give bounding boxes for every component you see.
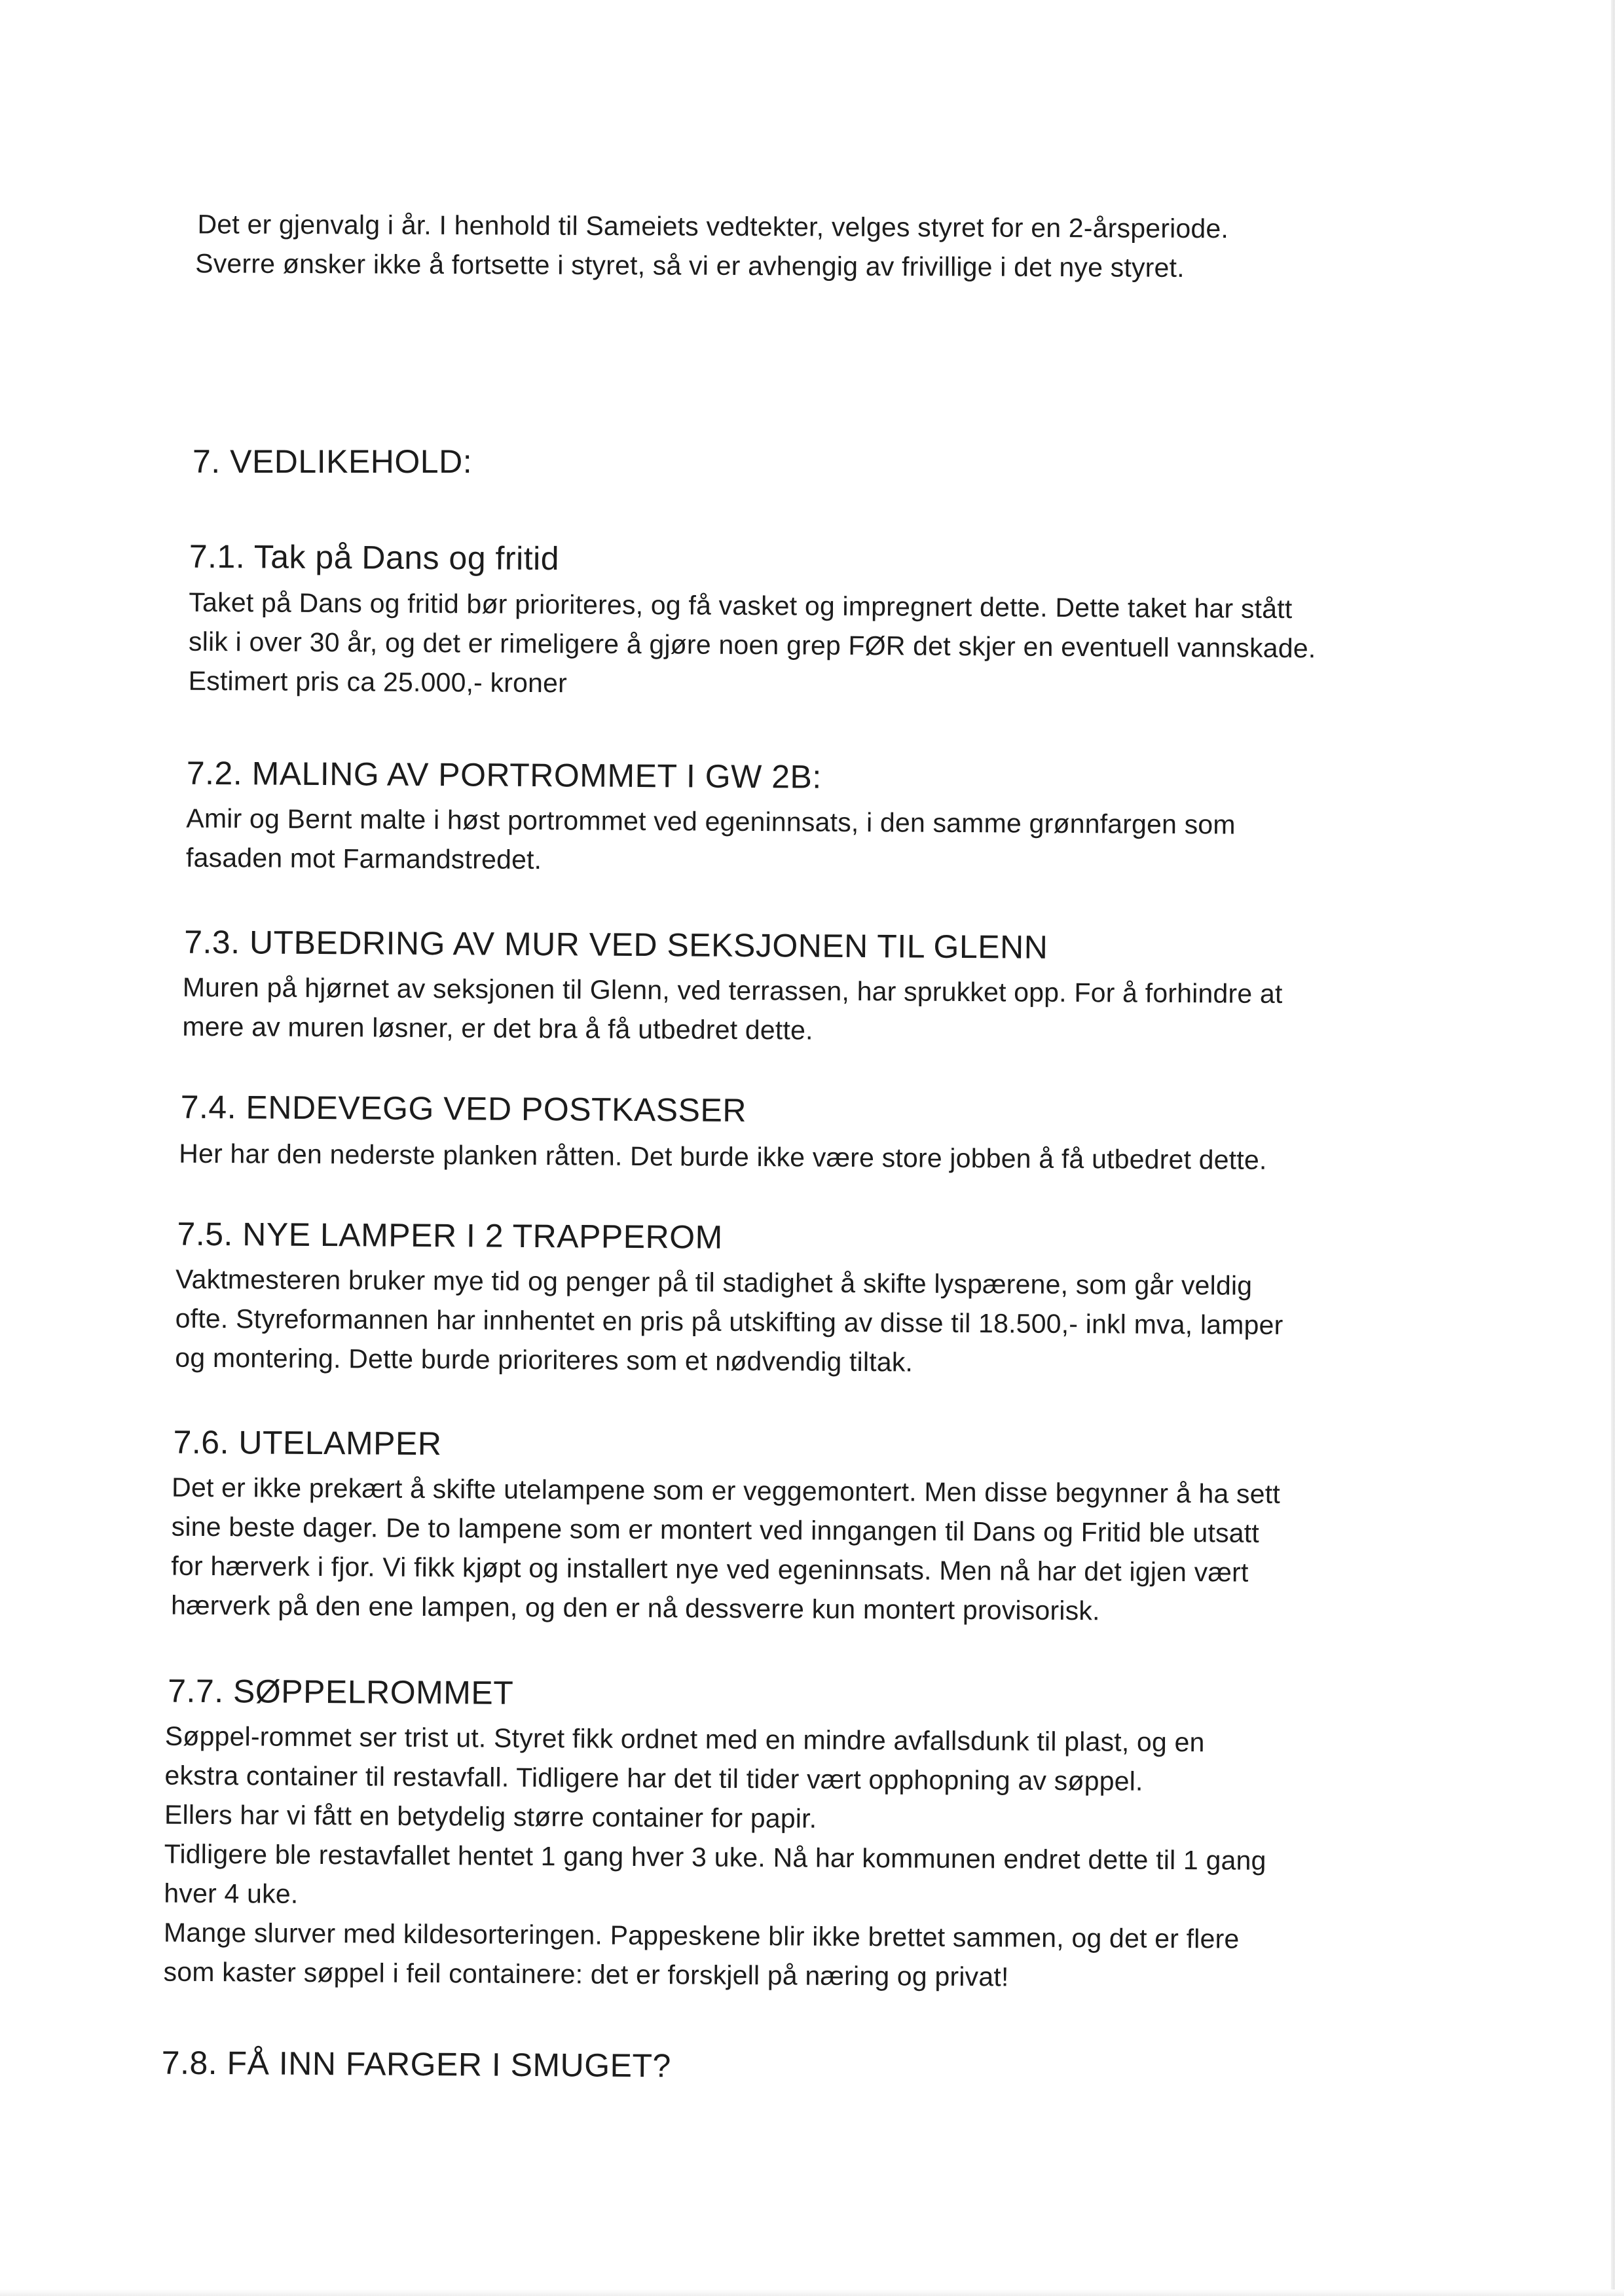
paragraph-line: Taket på Dans og fritid bør prioriteres, og få vasket og impregnert dette. Dette taket har stått <box>189 587 1293 625</box>
intro-line-1: Det er gjenvalg i år. I henhold til Sameiets vedtekter, velges styret for en 2-årsperiode. <box>197 209 1229 244</box>
paragraph-line: som kaster søppel i feil containere: det er forskjell på næring og privat! <box>163 1956 1009 1992</box>
paragraph-line: Vaktmesteren bruker mye tid og penger på til stadighet å skifte lyspærene, som går veldig <box>175 1264 1253 1301</box>
scan-bottom-shadow <box>0 2289 1624 2296</box>
intro-paragraph <box>0 0 1506 283</box>
paragraph-line: for hærverk i fjor. Vi fikk kjøpt og installert nye ved egeninnsats. Men nå har det igjen vært <box>171 1550 1249 1588</box>
paragraph-line: mere av muren løsner, er det bra å få utbedret dette. <box>182 1011 813 1046</box>
paragraph-line: Her har den nederste planken råtten. Det burde ikke være store jobben å få utbedret dette. <box>179 1138 1267 1175</box>
section-heading: 7. VEDLIKEHOLD: <box>193 443 473 480</box>
subsection-heading: 7.2. MALING AV PORTROMMET I GW 2B: <box>186 754 822 795</box>
intro-line-2: Sverre ønsker ikke å fortsette i styret, så vi er avhengig av frivillige i det nye styret. <box>195 248 1185 283</box>
paragraph-line: Søppel-rommet ser trist ut. Styret fikk ordnet med en mindre avfallsdunk til plast, og en <box>164 1721 1205 1758</box>
subsection-heading: 7.3. UTBEDRING AV MUR VED SEKSJONEN TIL GLENN <box>184 923 1048 966</box>
paragraph-line: Amir og Bernt malte i høst portrommet ved egeninnsats, i den samme grønnfargen som <box>186 803 1236 840</box>
paragraph-line: slik i over 30 år, og det er rimeligere å gjøre noen grep FØR det skjer en eventuell vannskade. <box>188 626 1316 664</box>
paragraph-line: hærverk på den ene lampen, og den er nå dessverre kun montert provisorisk. <box>170 1590 1100 1626</box>
paragraph-line: Det er ikke prekært å skifte utelampene som er veggemontert. Men disse begynner å ha sett <box>171 1472 1281 1509</box>
scan-edge-shadow <box>1611 0 1615 2296</box>
paragraph-line: ekstra container til restavfall. Tidligere har det til tider vært opphopning av søppel. <box>164 1760 1143 1796</box>
paragraph-line: Muren på hjørnet av seksjonen til Glenn, ved terrassen, har sprukket opp. For å forhindre at <box>182 972 1283 1009</box>
paragraph-line: og montering. Dette burde prioriteres som et nødvendig tiltak. <box>175 1342 913 1377</box>
subsection-heading: 7.7. SØPPELROMMET <box>168 1672 514 1711</box>
paragraph-line: Mange slurver med kildesorteringen. Pappeskene blir ikke brettet sammen, og det er flere <box>163 1917 1240 1954</box>
subsection-heading: 7.4. ENDEVEGG VED POSTKASSER <box>180 1088 747 1129</box>
subsection-heading: 7.1. Tak på Dans og fritid <box>189 538 560 577</box>
paragraph-line: sine beste dager. De to lampene som er montert ved inngangen til Dans og Fritid ble utsatt <box>171 1511 1260 1548</box>
subsection-heading: 7.8. FÅ INN FARGER I SMUGET? <box>161 2044 671 2085</box>
paragraph-line: fasaden mot Farmandstredet. <box>185 842 542 875</box>
subsection-heading: 7.5. NYE LAMPER I 2 TRAPPEROM <box>177 1215 723 1256</box>
paragraph-line: Estimert pris ca 25.000,- kroner <box>188 665 568 699</box>
subsection-heading: 7.6. UTELAMPER <box>173 1423 442 1463</box>
paragraph-line: Ellers har vi fått en betydelig større container for papir. <box>164 1799 817 1834</box>
paragraph-line: Tidligere ble restavfallet hentet 1 gang hver 3 uke. Nå har kommunen endret dette til 1 gang <box>164 1838 1266 1876</box>
paragraph-line: ofte. Styreformannen har innhentet en pris på utskifting av disse til 18.500,- inkl mva, lamper <box>175 1303 1283 1341</box>
paragraph-line: hver 4 uke. <box>164 1878 299 1909</box>
